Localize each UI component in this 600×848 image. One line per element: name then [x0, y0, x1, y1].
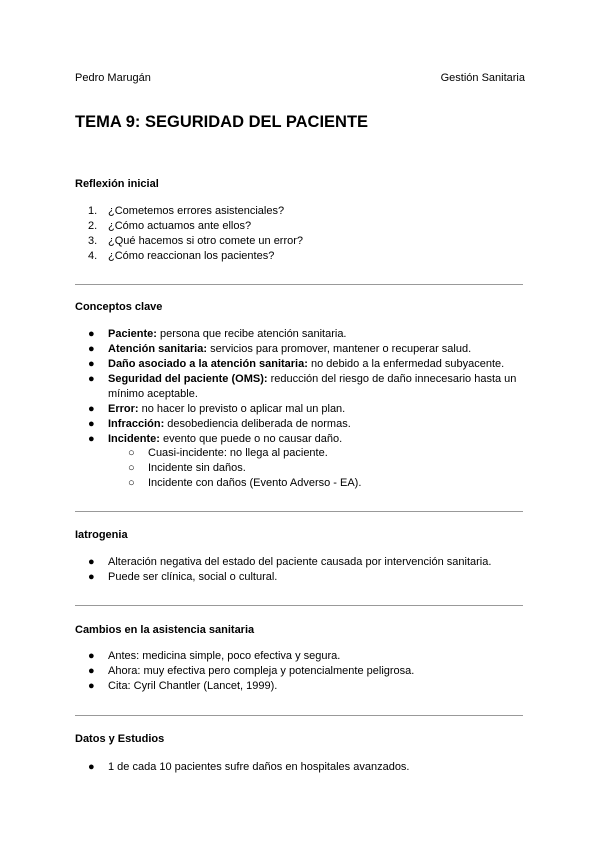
page-title: TEMA 9: SEGURIDAD DEL PACIENTE [75, 113, 369, 131]
list-item [88, 417, 528, 432]
datos-list [88, 760, 528, 775]
list-item [88, 357, 528, 372]
list-marker: 4. [88, 250, 98, 262]
list-item [88, 234, 528, 249]
term: Daño asociado a la atención sanitaria: [108, 358, 308, 370]
list-item-text: Cita: Cyril Chantler (Lancet, 1999). [108, 680, 278, 692]
bullet-icon: ● [88, 680, 95, 692]
iatrogenia-list [88, 555, 528, 585]
list-item [128, 476, 508, 491]
bullet-icon: ● [88, 418, 95, 430]
section-heading-conceptos: Conceptos clave [75, 301, 163, 313]
definition: persona que recibe atención sanitaria. [156, 328, 347, 340]
list-marker: 2. [88, 220, 98, 232]
list-item [88, 219, 528, 234]
section-heading-cambios: Cambios en la asistencia sanitaria [75, 624, 255, 636]
bullet-icon: ● [88, 650, 95, 662]
list-marker: 3. [88, 235, 98, 247]
section-heading-iatrogenia: Iatrogenia [75, 529, 128, 541]
bullet-icon: ● [88, 761, 95, 773]
divider [75, 511, 523, 512]
definition: no debido a la enfermedad subyacente. [307, 358, 505, 370]
circle-bullet-icon: ○ [128, 462, 135, 474]
term: Error: [108, 403, 139, 415]
term: Incidente: [108, 433, 160, 445]
list-item-text: ¿Cometemos errores asistenciales? [108, 205, 285, 217]
circle-bullet-icon: ○ [128, 477, 135, 489]
bullet-icon: ● [88, 556, 95, 568]
reflexion-list [88, 204, 528, 264]
section-heading-datos: Datos y Estudios [75, 733, 165, 745]
bullet-icon: ● [88, 358, 95, 370]
bullet-icon: ● [88, 373, 95, 385]
definition: reducción del riesgo de daño innecesario hasta un mínimo aceptable. [108, 373, 517, 400]
bullet-icon: ● [88, 433, 95, 445]
list-item [88, 555, 528, 570]
divider [75, 284, 523, 285]
list-item [88, 664, 528, 679]
bullet-icon: ● [88, 665, 95, 677]
list-item-text: ¿Cómo actuamos ante ellos? [108, 220, 252, 232]
list-item [88, 570, 528, 585]
list-item-text: ¿Qué hacemos si otro comete un error? [108, 235, 304, 247]
bullet-icon: ● [88, 343, 95, 355]
list-item [88, 649, 528, 664]
list-item-text: Incidente con daños (Evento Adverso - EA). [148, 477, 362, 489]
definition: servicios para promover, mantener o recuperar salud. [207, 343, 472, 355]
list-item [128, 461, 508, 476]
list-item [88, 432, 528, 447]
list-item-text: Puede ser clínica, social o cultural. [108, 571, 278, 583]
list-marker: 1. [88, 205, 98, 217]
list-item-text: Incidente sin daños. [148, 462, 246, 474]
list-item [88, 679, 528, 694]
list-item-text: Ahora: muy efectiva pero compleja y potencialmente peligrosa. [108, 665, 415, 677]
divider [75, 715, 523, 716]
header-subject: Gestión Sanitaria [440, 72, 525, 84]
incidente-sublist [88, 446, 508, 491]
list-item-text: ¿Cómo reaccionan los pacientes? [108, 250, 275, 262]
list-item-text: 1 de cada 10 pacientes sufre daños en hospitales avanzados. [108, 761, 410, 773]
term: Infracción: [108, 418, 165, 430]
cambios-list [88, 649, 528, 694]
list-item [88, 760, 528, 775]
definition: no hacer lo previsto o aplicar mal un plan. [138, 403, 346, 415]
list-item [88, 372, 528, 402]
divider [75, 605, 523, 606]
header-author: Pedro Marugán [75, 72, 151, 84]
list-item [88, 204, 528, 219]
term: Paciente: [108, 328, 157, 340]
list-item-text: Cuasi-incidente: no llega al paciente. [148, 447, 328, 459]
list-item [128, 446, 508, 461]
conceptos-list [88, 327, 528, 447]
term: Atención sanitaria: [108, 343, 208, 355]
list-item-text: Antes: medicina simple, poco efectiva y segura. [108, 650, 341, 662]
bullet-icon: ● [88, 328, 95, 340]
term: Seguridad del paciente (OMS): [108, 373, 268, 385]
list-item [88, 402, 528, 417]
definition: desobediencia deliberada de normas. [164, 418, 351, 430]
bullet-icon: ● [88, 571, 95, 583]
list-item-text: Alteración negativa del estado del paciente causada por intervención sanitaria. [108, 556, 492, 568]
definition: evento que puede o no causar daño. [159, 433, 343, 445]
list-item [88, 342, 528, 357]
circle-bullet-icon: ○ [128, 447, 135, 459]
list-item [88, 327, 528, 342]
bullet-icon: ● [88, 403, 95, 415]
section-heading-reflexion: Reflexión inicial [75, 178, 159, 190]
list-item [88, 249, 528, 264]
